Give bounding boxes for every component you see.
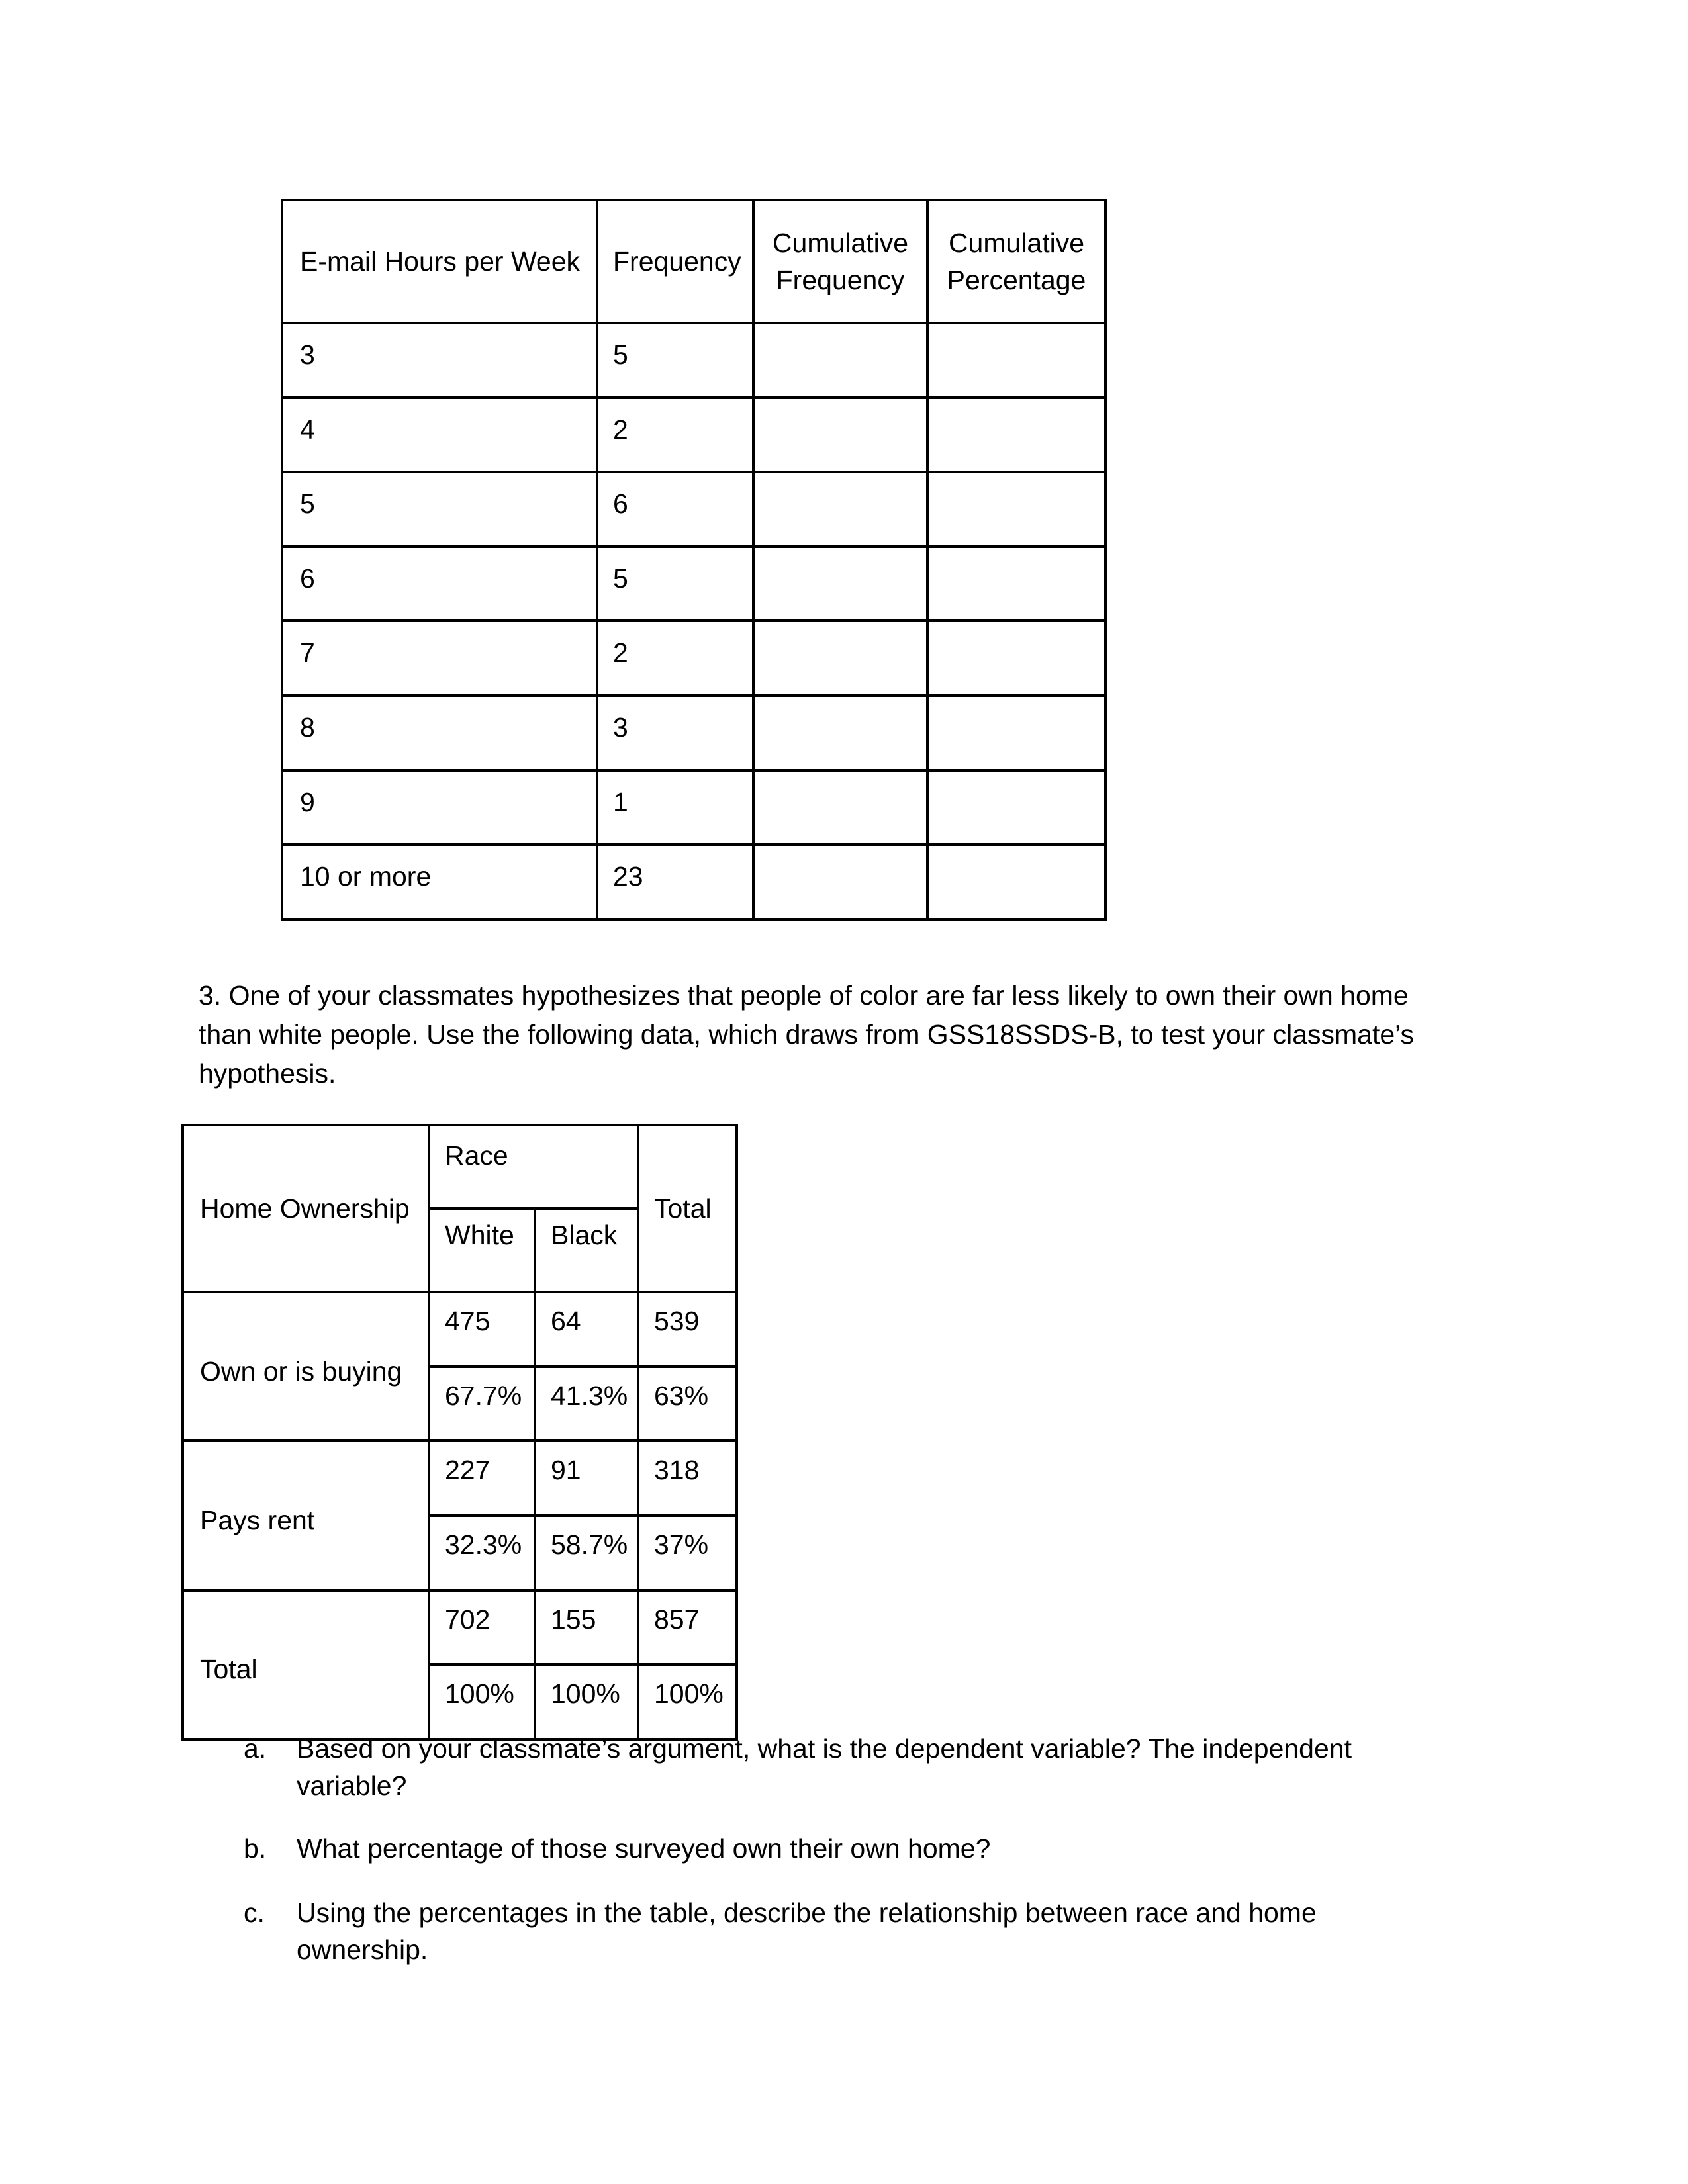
table-header-row	[282, 200, 1105, 323]
cumulative-percentage-cell[interactable]	[927, 696, 1105, 770]
frequency-cell: 1	[597, 770, 753, 845]
header-white: White	[429, 1208, 535, 1292]
cumulative-percentage-cell[interactable]	[927, 398, 1105, 473]
table-row	[282, 323, 1105, 398]
count-cell: 702	[429, 1590, 535, 1665]
frequency-cell: 3	[597, 696, 753, 770]
cumulative-percentage-cell[interactable]	[927, 547, 1105, 621]
count-cell: 539	[638, 1292, 737, 1367]
row-label-total: Total	[183, 1590, 429, 1739]
email-hours-frequency-table	[281, 199, 1107, 921]
row-label-rent: Pays rent	[183, 1441, 429, 1590]
sub-question-text: Based on your classmate’s argument, what is the dependent variable? The independent variable?	[297, 1733, 1352, 1801]
cumulative-percentage-cell[interactable]	[927, 621, 1105, 696]
header-line: Cumulative	[948, 228, 1085, 258]
header-total: Total	[638, 1125, 737, 1292]
count-cell: 227	[429, 1441, 535, 1516]
cumulative-frequency-cell[interactable]	[753, 323, 927, 398]
hours-cell: 7	[282, 621, 597, 696]
table-row	[183, 1292, 737, 1367]
hours-cell: 6	[282, 547, 597, 621]
table-row	[183, 1441, 737, 1516]
count-cell: 318	[638, 1441, 737, 1516]
sub-question-text: What percentage of those surveyed own their own home?	[297, 1833, 991, 1864]
table-row	[282, 398, 1105, 473]
header-cumulative-percentage	[927, 200, 1105, 323]
table-row	[282, 621, 1105, 696]
header-line: Percentage	[947, 265, 1086, 295]
header-race: Race	[429, 1125, 638, 1208]
cumulative-percentage-cell[interactable]	[927, 770, 1105, 845]
frequency-cell: 2	[597, 398, 753, 473]
table-row	[282, 472, 1105, 547]
table-row	[282, 770, 1105, 845]
cumulative-frequency-cell[interactable]	[753, 547, 927, 621]
hours-cell: 4	[282, 398, 597, 473]
hours-cell: 10 or more	[282, 844, 597, 919]
sub-question-label: b.	[244, 1833, 267, 1864]
percent-cell: 32.3%	[429, 1516, 535, 1590]
cumulative-percentage-cell[interactable]	[927, 844, 1105, 919]
home-ownership-by-race-table	[181, 1124, 738, 1741]
frequency-cell: 23	[597, 844, 753, 919]
table-row	[282, 696, 1105, 770]
count-cell: 155	[535, 1590, 638, 1665]
frequency-cell: 5	[597, 547, 753, 621]
cumulative-frequency-cell[interactable]	[753, 398, 927, 473]
cumulative-percentage-cell[interactable]	[927, 323, 1105, 398]
hours-cell: 3	[282, 323, 597, 398]
hours-cell: 9	[282, 770, 597, 845]
count-cell: 64	[535, 1292, 638, 1367]
table-row	[282, 547, 1105, 621]
cumulative-frequency-cell[interactable]	[753, 696, 927, 770]
header-cumulative-frequency	[753, 200, 927, 323]
percent-cell: 58.7%	[535, 1516, 638, 1590]
row-label-own: Own or is buying	[183, 1292, 429, 1441]
header-frequency: Frequency	[597, 200, 753, 323]
cumulative-frequency-cell[interactable]	[753, 844, 927, 919]
frequency-cell: 2	[597, 621, 753, 696]
frequency-cell: 5	[597, 323, 753, 398]
header-line: Cumulative	[772, 228, 909, 258]
header-line: Frequency	[776, 265, 905, 295]
count-cell: 857	[638, 1590, 737, 1665]
cumulative-frequency-cell[interactable]	[753, 621, 927, 696]
header-email-hours: E-mail Hours per Week	[282, 200, 597, 323]
percent-cell: 63%	[638, 1367, 737, 1441]
percent-cell: 67.7%	[429, 1367, 535, 1441]
percent-cell: 100%	[535, 1664, 638, 1739]
frequency-cell: 6	[597, 472, 753, 547]
header-black: Black	[535, 1208, 638, 1292]
hours-cell: 5	[282, 472, 597, 547]
table-row	[282, 844, 1105, 919]
table-header-row	[183, 1125, 737, 1208]
percent-cell: 100%	[638, 1664, 737, 1739]
sub-question-label: a.	[244, 1733, 267, 1764]
sub-question-text: Using the percentages in the table, describe the relationship between race and home ownership.	[297, 1897, 1317, 1965]
question-3-text: 3. One of your classmates hypothesizes that people of color are far less likely to own their own home than white people. Use the following data, which draws from GSS18SSDS-B, to test your classmate’s hypothesis.	[199, 980, 1415, 1089]
count-cell: 91	[535, 1441, 638, 1516]
cumulative-frequency-cell[interactable]	[753, 472, 927, 547]
table-row	[183, 1590, 737, 1665]
cumulative-percentage-cell[interactable]	[927, 472, 1105, 547]
header-home-ownership: Home Ownership	[183, 1125, 429, 1292]
sub-question-label: c.	[244, 1897, 265, 1928]
percent-cell: 100%	[429, 1664, 535, 1739]
percent-cell: 37%	[638, 1516, 737, 1590]
percent-cell: 41.3%	[535, 1367, 638, 1441]
count-cell: 475	[429, 1292, 535, 1367]
cumulative-frequency-cell[interactable]	[753, 770, 927, 845]
hours-cell: 8	[282, 696, 597, 770]
